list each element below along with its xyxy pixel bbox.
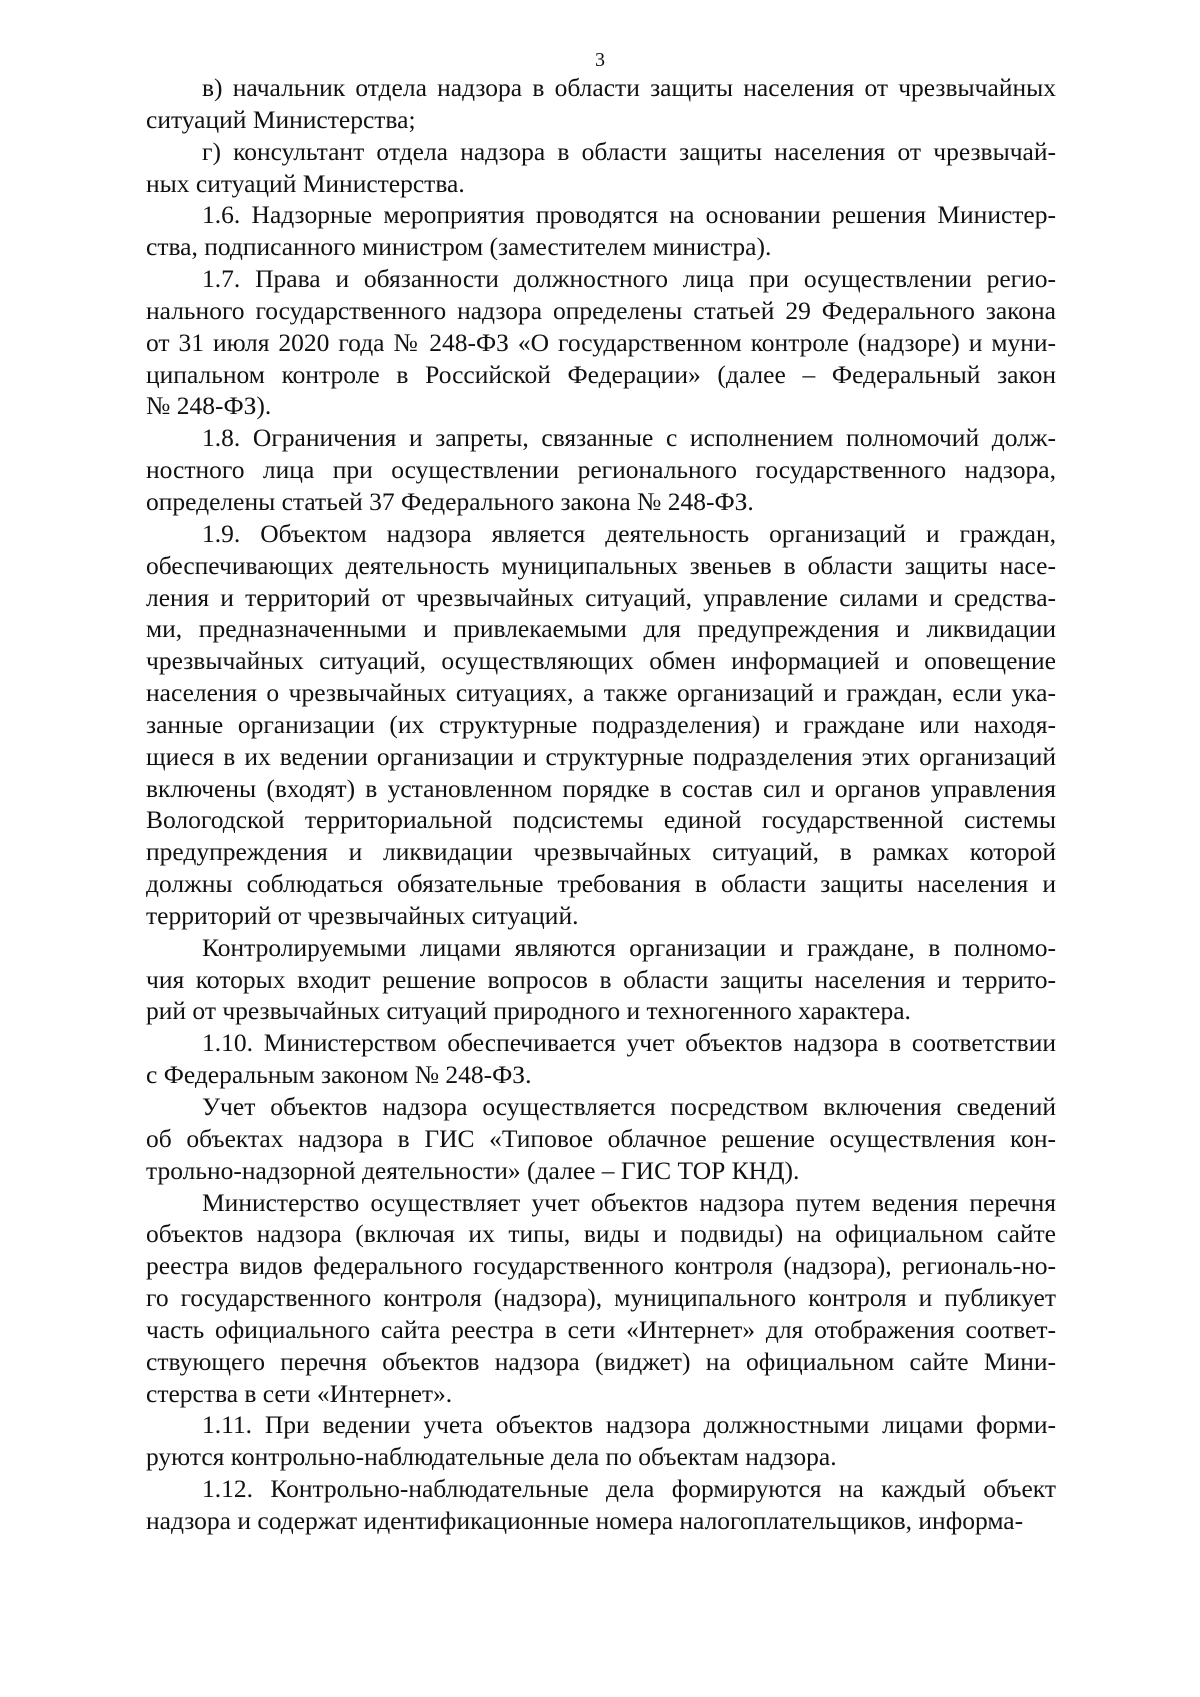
text-line: в) начальник отдела надзора в области защиты населения от чрезвычайных — [202, 73, 1056, 102]
text-line: трольно-надзорной деятельности» (далее – ГИС ТОР КНД). — [146, 1155, 800, 1185]
text-line: Учет объектов надзора осуществляется посредством включения сведений — [202, 1092, 1056, 1121]
text-line: об объектах надзора в ГИС «Типовое облачное решение осуществления кон- — [146, 1123, 1056, 1153]
text-line: определены статьей 37 Федерального закона № 248-ФЗ. — [146, 486, 754, 516]
text-line: Вологодской территориальной подсистемы единой государственной системы — [146, 805, 1056, 835]
text-line: г) консультант отдела надзора в области защиты населения от чрезвычай- — [202, 136, 1056, 166]
text-line: реестра видов федерального государственного контроля (надзора), региональ-но- — [146, 1251, 1056, 1281]
page-number: 3 — [595, 49, 605, 71]
text-line: 1.10. Министерством обеспечивается учет объектов надзора в соответствии — [202, 1028, 1056, 1058]
text-line: Контролируемыми лицами являются организации и граждане, в полномо- — [202, 932, 1056, 962]
paragraph-p-1-6 — [146, 199, 1056, 263]
text-line: 1.9. Объектом надзора является деятельность организаций и граждан, — [202, 518, 1056, 548]
text-line: с Федеральным законом № 248-ФЗ. — [146, 1060, 532, 1090]
text-line: ципальном контроле в Российской Федерации» (далее – Федеральный закон — [146, 359, 1056, 389]
text-line: 1.11. При ведении учета объектов надзора должностными лицами форми- — [202, 1410, 1056, 1440]
text-line: чрезвычайных ситуаций, осуществляющих обмен информацией и оповещение — [146, 646, 1056, 676]
text-line: чия которых входит решение вопросов в области защиты населения и террито- — [146, 964, 1056, 994]
text-line: 1.6. Надзорные мероприятия проводятся на основании решения Министер- — [202, 200, 1056, 230]
text-line: должны соблюдаться обязательные требования в области защиты населения и — [146, 869, 1056, 899]
text-line: нального государственного надзора определены статьей 29 Федерального закона — [146, 295, 1056, 325]
document-body — [146, 72, 1056, 1537]
text-line: ления и территорий от чрезвычайных ситуаций, управление силами и средства- — [146, 582, 1056, 612]
text-line: щиеся в их ведении организации и структурные подразделения этих организаций — [146, 741, 1056, 771]
paragraph-p-1-11 — [146, 1409, 1056, 1473]
text-line: включены (входят) в установленном порядке в состав сил и органов управления — [146, 773, 1056, 803]
text-line: ностного лица при осуществлении регионального государственного надзора, — [146, 455, 1056, 485]
paragraph-p-g — [146, 136, 1056, 200]
text-line: 1.7. Права и обязанности должностного лица при осуществлении регио- — [202, 264, 1056, 294]
paragraph-p-uchet — [146, 1091, 1056, 1187]
text-line: ситуаций Министерства; — [146, 104, 416, 134]
paragraph-p-1-8 — [146, 422, 1056, 518]
paragraph-p-1-7 — [146, 263, 1056, 422]
text-line: руются контрольно-наблюдательные дела по объектам надзора. — [146, 1442, 837, 1472]
text-line: ствующего перечня объектов надзора (виджет) на официальном сайте Мини- — [146, 1346, 1056, 1376]
text-line: объектов надзора (включая их типы, виды и подвиды) на официальном сайте — [146, 1219, 1056, 1249]
text-line: от 31 июля 2020 года № 248-ФЗ «О государственном контроле (надзоре) и муни- — [146, 327, 1056, 357]
text-line: занные организации (их структурные подразделения) и граждане или находя- — [146, 709, 1056, 739]
text-line: ми, предназначенными и привлекаемыми для предупреждения и ликвидации — [146, 614, 1056, 644]
paragraph-p-1-12 — [146, 1473, 1056, 1537]
text-line: ства, подписанного министром (заместителем министра). — [146, 232, 772, 262]
text-line: населения о чрезвычайных ситуациях, а также организаций и граждан, если ука- — [146, 678, 1056, 708]
text-line: Министерство осуществляет учет объектов надзора путем ведения перечня — [202, 1187, 1056, 1217]
paragraph-p-v — [146, 72, 1056, 136]
text-line: го государственного контроля (надзора), муниципального контроля и публикует — [146, 1283, 1056, 1313]
text-line: стерства в сети «Интернет». — [146, 1378, 453, 1408]
paragraph-p-1-10 — [146, 1027, 1056, 1091]
text-line: 1.8. Ограничения и запреты, связанные с исполнением полномочий долж- — [202, 423, 1056, 453]
paragraph-p-1-9 — [146, 518, 1056, 932]
paragraph-p-controlled — [146, 932, 1056, 1028]
text-line: 1.12. Контрольно-наблюдательные дела формируются на каждый объект — [202, 1474, 1056, 1504]
text-line: № 248-ФЗ). — [146, 391, 272, 421]
text-line: территорий от чрезвычайных ситуаций. — [146, 900, 579, 930]
text-line: рий от чрезвычайных ситуаций природного и техногенного характера. — [146, 996, 911, 1026]
text-line: часть официального сайта реестра в сети «Интернет» для отображения соответ- — [146, 1314, 1056, 1344]
text-line: обеспечивающих деятельность муниципальных звеньев в области защиты насе- — [146, 550, 1056, 580]
text-line: ных ситуаций Министерства. — [146, 168, 465, 198]
paragraph-p-ministry — [146, 1187, 1056, 1410]
text-line: надзора и содержат идентификационные номера налогоплательщиков, информа- — [146, 1505, 1024, 1535]
text-line: предупреждения и ликвидации чрезвычайных ситуаций, в рамках которой — [146, 837, 1056, 867]
